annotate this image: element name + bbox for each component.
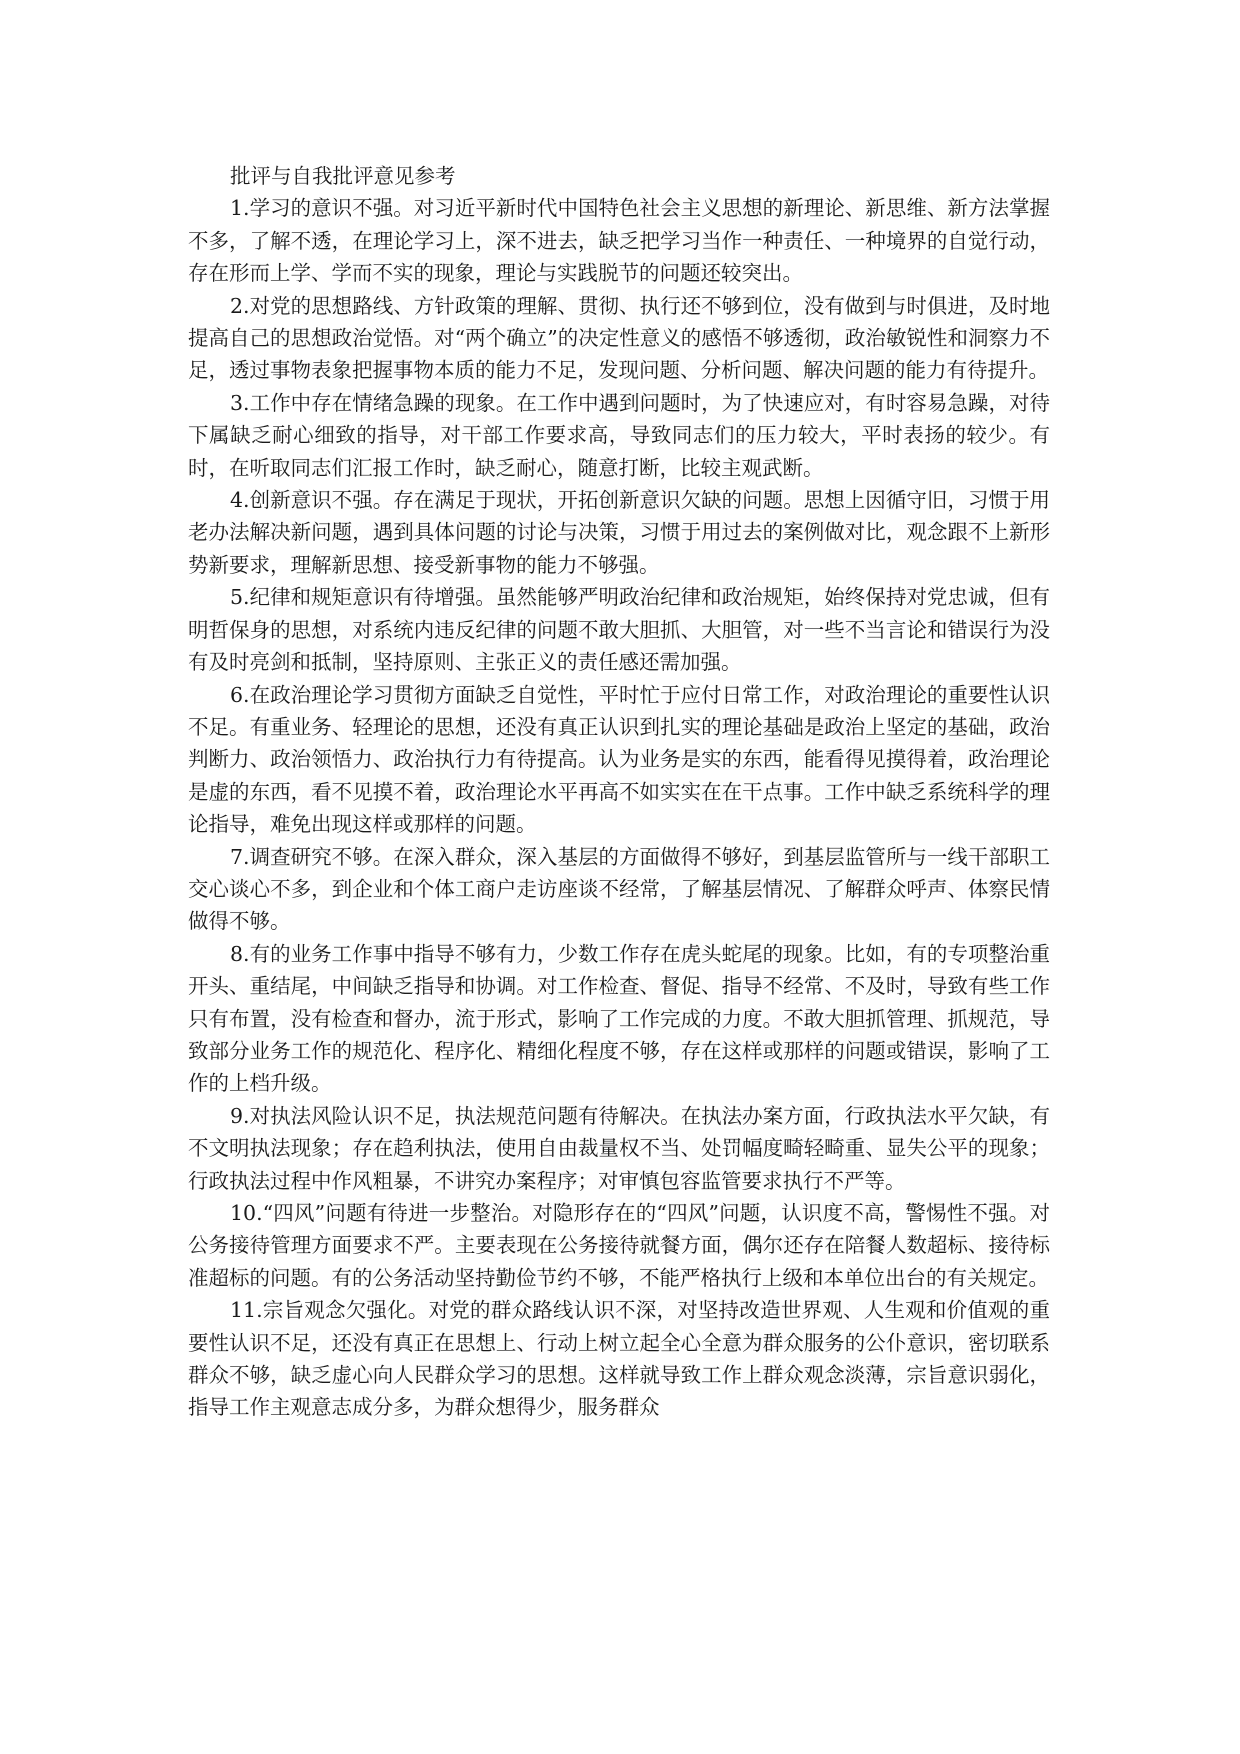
paragraph-8: 8.有的业务工作事中指导不够有力，少数工作存在虎头蛇尾的现象。比如，有的专项整治重开头、重结尾，中间缺乏指导和协调。对工作检查、督促、指导不经常、不及时，导致有些工作只有布置，没有检查和督办，流于形式，影响了工作完成的力度。不敢大胆抓管理、抓规范，导致部分业务工作的规范化、程序化、精细化程度不够，存在这样或那样的问题或错误，影响了工作的上档升级。 <box>188 941 1050 1096</box>
document-page <box>188 160 1050 1424</box>
paragraph-2: 2.对党的思想路线、方针政策的理解、贯彻、执行还不够到位，没有做到与时俱进，及时地提高自己的思想政治觉悟。对“两个确立”的决定性意义的感悟不够透彻，政治敏锐性和洞察力不足，透过事物表象把握事物本质的能力不足，发现问题、分析问题、解决问题的能力有待提升。 <box>188 293 1050 383</box>
paragraph-9: 9.对执法风险认识不足，执法规范问题有待解决。在执法办案方面，行政执法水平欠缺，有不文明执法现象；存在趋利执法，使用自由裁量权不当、处罚幅度畸轻畸重、显失公平的现象；行政执法过程中作风粗暴，不讲究办案程序；对审慎包容监管要求执行不严等。 <box>188 1103 1050 1193</box>
paragraph-10: 10.“四风”问题有待进一步整治。对隐形存在的“四风”问题，认识度不高，警惕性不强。对公务接待管理方面要求不严。主要表现在公务接待就餐方面，偶尔还存在陪餐人数超标、接待标准超标的问题。有的公务活动坚持勤俭节约不够，不能严格执行上级和本单位出台的有关规定。 <box>188 1201 1050 1290</box>
document-title: 批评与自我批评意见参考 <box>230 164 456 188</box>
paragraph-6: 6.在政治理论学习贯彻方面缺乏自觉性，平时忙于应付日常工作，对政治理论的重要性认识不足。有重业务、轻理论的思想，还没有真正认识到扎实的理论基础是政治上坚定的基础，政治判断力、政治领悟力、政治执行力有待提高。认为业务是实的东西，能看得见摸得着，政治理论是虚的东西，看不见摸不着，政治理论水平再高不如实实在在干点事。工作中缺乏系统科学的理论指导，难免出现这样或那样的问题。 <box>188 682 1050 837</box>
paragraph-7: 7.调查研究不够。在深入群众，深入基层的方面做得不够好，到基层监管所与一线干部职工交心谈心不多，到企业和个体工商户走访座谈不经常，了解基层情况、了解群众呼声、体察民情做得不够。 <box>188 844 1050 934</box>
paragraph-3: 3.工作中存在情绪急躁的现象。在工作中遇到问题时，为了快速应对，有时容易急躁，对待下属缺乏耐心细致的指导，对干部工作要求高，导致同志们的压力较大，平时表扬的较少。有时，在听取同志们汇报工作时，缺乏耐心，随意打断，比较主观武断。 <box>188 390 1050 480</box>
paragraph-5: 5.纪律和规矩意识有待增强。虽然能够严明政治纪律和政治规矩，始终保持对党忠诚，但有明哲保身的思想，对系统内违反纪律的问题不敢大胆抓、大胆管，对一些不当言论和错误行为没有及时亮剑和抵制，坚持原则、主张正义的责任感还需加强。 <box>188 585 1050 675</box>
paragraph-11: 11.宗旨观念欠强化。对党的群众路线认识不深，对坚持改造世界观、人生观和价值观的重要性认识不足，还没有真正在思想上、行动上树立起全心全意为群众服务的公仆意识，密切联系群众不够，缺乏虚心向人民群众学习的思想。这样就导致工作上群众观念淡薄，宗旨意识弱化，指导工作主观意志成分多，为群众想得少，服务群众 <box>188 1298 1050 1420</box>
paragraph-1: 1.学习的意识不强。对习近平新时代中国特色社会主义思想的新理论、新思维、新方法掌握不多，了解不透，在理论学习上，深不进去，缺乏把学习当作一种责任、一种境界的自觉行动，存在形而上学、学而不实的现象，理论与实践脱节的问题还较突出。 <box>188 196 1050 286</box>
paragraph-4: 4.创新意识不强。存在满足于现状，开拓创新意识欠缺的问题。思想上因循守旧，习惯于用老办法解决新问题，遇到具体问题的讨论与决策，习惯于用过去的案例做对比，观念跟不上新形势新要求，理解新思想、接受新事物的能力不够强。 <box>188 488 1050 577</box>
